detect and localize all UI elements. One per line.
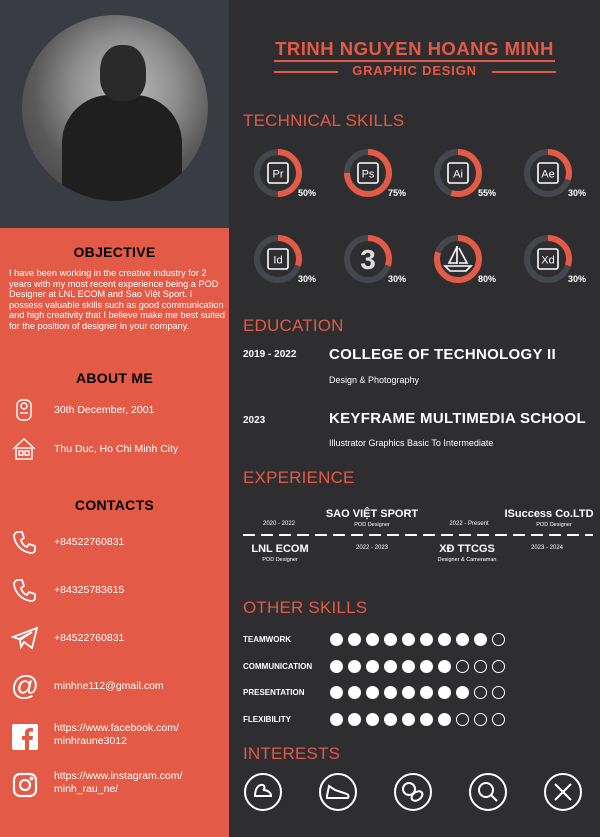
technical-skills-title: TECHNICAL SKILLS [243,111,405,130]
location-text: Thu Duc, Ho Chi Minh City [54,443,179,455]
rating-dot-filled [366,713,379,726]
edu-school-2: KEYFRAME MULTIMEDIA SCHOOL [329,410,586,427]
edu-desc-2: Illustrator Graphics Basic To Intermediate [329,438,494,448]
skill-ring [343,148,423,208]
rating-dot-filled [348,686,361,699]
rating-dot-filled [384,713,397,726]
rating-dot-filled [366,660,379,673]
rating-dot-empty [492,713,505,726]
exp-date-1: 2020 - 2022 [262,521,296,527]
telegram-row[interactable] [10,623,124,653]
telegram-text[interactable]: +84522760831 [54,632,125,644]
sailboat-icon [445,246,471,271]
rating-dot-filled [384,686,397,699]
rating-dot-filled [402,633,415,646]
skill-percent: 30% [298,274,317,284]
facebook-text[interactable] [54,722,179,748]
ping-pong-icon [469,773,507,811]
name-divider [274,60,555,62]
rating-dot-filled [438,660,451,673]
rating-dot-empty [456,713,469,726]
facebook-icon [10,722,40,752]
rating-dot-filled [420,660,433,673]
at-sign-icon: @ [10,670,40,701]
rating-dot-filled [420,713,433,726]
facebook-url-line-1[interactable]: https://www.facebook.com/ [54,722,179,734]
other-skill-label: PRESENTATION [243,688,305,697]
svg-text:Pr: Pr [272,168,284,181]
running-shoe-icon [319,773,357,811]
edu-year-1: 2019 - 2022 [243,349,297,360]
phone-icon [10,575,40,605]
rating-dot-empty [492,633,505,646]
rating-dot-empty [456,660,469,673]
edu-desc-1: Design & Photography [329,375,420,385]
telegram-icon [10,623,40,653]
exp-company-1: SAO VIỆT SPORT [325,508,419,520]
rating-dot-empty [474,713,487,726]
exp-date-4: 2023 - 2024 [530,545,564,551]
other-skill-label: TEAMWORK [243,635,291,644]
skill-ring [343,234,423,294]
other-skills-title: OTHER SKILLS [243,598,368,617]
gym-icon [244,773,282,811]
exp-company-2: ISuccess Co.LTD [504,508,594,520]
other-skill-label: COMMUNICATION [243,662,313,671]
skill-rating [330,660,505,673]
rating-dot-filled [420,686,433,699]
skill-ring [253,234,333,294]
rating-dot-filled [402,660,415,673]
phone-row-2[interactable] [10,575,124,605]
svg-text:Ae: Ae [541,168,555,181]
skill-percent: 50% [298,188,317,198]
rating-dot-filled [330,713,343,726]
person-role: GRAPHIC DESIGN [352,63,477,78]
skill-percent: 30% [388,274,407,284]
skill-ring [433,234,513,294]
rating-dot-empty [492,660,505,673]
skill-percent: 30% [568,188,587,198]
exp-date-2: 2022 - Present [449,521,489,527]
rating-dot-filled [456,633,469,646]
rating-dot-filled [438,633,451,646]
rating-dot-filled [330,633,343,646]
exp-role-2: POD Designer [536,522,572,528]
profile-photo [22,15,208,201]
rating-dot-filled [330,686,343,699]
skill-rating [330,633,505,646]
exp-company-3: LNL ECOM [251,543,309,555]
skill-percent: 30% [568,274,587,284]
svg-text:Ps: Ps [361,168,375,181]
skill-rating [330,713,505,726]
interests-title: INTERESTS [243,744,341,763]
rating-dot-empty [474,660,487,673]
phone-2-text[interactable]: +84325783615 [54,584,125,596]
skill-ring [523,234,600,294]
facebook-row[interactable] [10,722,179,752]
objective-text: I have been working in the creative industry for 2 years with my most recent experience being a POD Designer at LNL ECOM and Sao Việt Sport. I possess valuable skills such as good communication and high creativity that I believe make me best suited for the position of designer in your company. [9,268,226,331]
skill-percent: 55% [478,188,497,198]
svg-text:Xd: Xd [541,254,555,267]
rating-dot-filled [384,633,397,646]
svg-text:3: 3 [360,244,376,275]
rating-dot-filled [348,660,361,673]
svg-text:Id: Id [273,254,283,267]
rating-dot-filled [438,713,451,726]
baby-icon [10,396,38,424]
experience-title: EXPERIENCE [243,468,355,487]
rating-dot-filled [474,633,487,646]
tools-icon [544,773,582,811]
instagram-icon [10,770,40,800]
edu-school-1: COLLEGE OF TECHNOLOGY II [329,346,556,363]
rating-dot-filled [456,686,469,699]
right-panel [229,0,600,837]
exp-company-4: XĐ TTCGS [439,543,495,555]
photo-panel [0,0,229,228]
birthday-text: 30th December, 2001 [54,404,155,416]
email-row[interactable] [10,671,164,701]
rating-dot-filled [402,686,415,699]
house-icon [10,435,38,463]
skill-percent: 75% [388,188,407,198]
rating-dot-filled [348,713,361,726]
rating-dot-filled [384,660,397,673]
skill-rating [330,686,505,699]
instagram-row[interactable] [10,770,182,800]
skill-ring [433,148,513,208]
edu-year-2: 2023 [243,415,266,426]
rating-dot-filled [438,686,451,699]
instagram-text[interactable] [54,770,182,796]
experience-timeline [243,528,593,542]
rating-dot-filled [420,633,433,646]
about-title: ABOUT ME [75,370,154,386]
phone-row-1[interactable] [10,527,124,557]
instagram-url-line-1[interactable]: https://www.instagram.com/ [54,770,183,782]
exp-role-3: POD Designer [262,557,298,563]
rating-dot-filled [366,686,379,699]
phone-1-text[interactable]: +84522760831 [54,536,125,548]
exp-role-1: POD Designer [354,522,390,528]
facebook-url-line-2[interactable]: minhraune3012 [54,735,127,747]
rating-dot-filled [330,660,343,673]
email-text[interactable]: minhne112@gmail.com [54,680,164,692]
instagram-url-line-2[interactable]: minh_rau_ne/ [54,783,119,795]
contacts-title: CONTACTS [74,497,155,513]
rating-dot-filled [402,713,415,726]
exp-date-3: 2022 - 2023 [355,545,389,551]
other-skill-label: FLEXIBILITY [243,715,291,724]
skill-ring [523,148,600,208]
skill-percent: 80% [478,274,497,284]
svg-text:Ai: Ai [453,168,463,181]
rating-dot-empty [474,686,487,699]
phone-icon [10,527,40,557]
rating-dot-filled [348,633,361,646]
birthday-row [10,396,154,424]
skill-ring [253,148,333,208]
rating-dot-filled [366,633,379,646]
sports-balls-icon [394,773,432,811]
person-name: TRINH NGUYEN HOANG MINH [275,38,554,59]
education-title: EDUCATION [243,316,344,335]
exp-role-4: Designer & Cameraman [437,557,497,563]
objective-title: OBJECTIVE [73,244,156,260]
rating-dot-empty [492,686,505,699]
location-row [10,435,178,463]
